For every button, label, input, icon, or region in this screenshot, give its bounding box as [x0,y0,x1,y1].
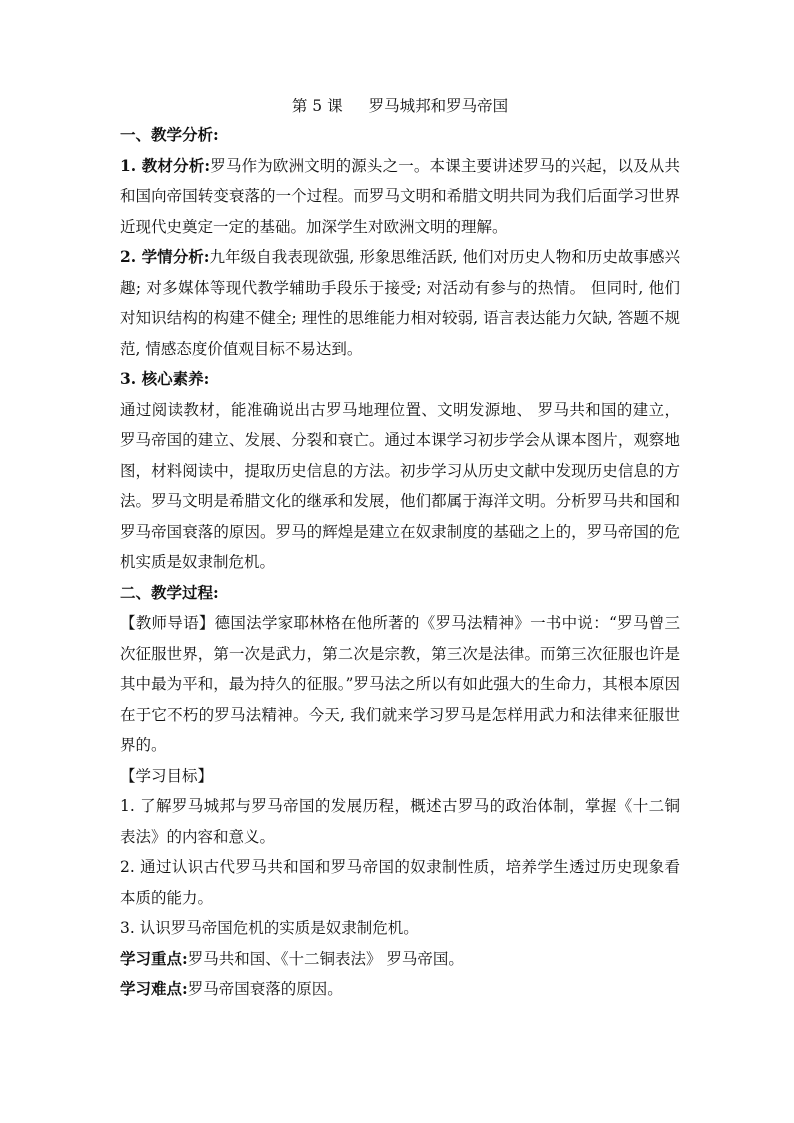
lesson-number: 第 5 课 [291,97,343,115]
text-core-literacy: 通过阅读教材，能准确说出古罗马地理位置、文明发源地、 罗马共和国的建立，罗马帝国的建立、发展、分裂和衰亡。通过本课学习初步学会从课本图片，观察地图，材料阅读中，提取历史信息的方法。初步学习从历史文献中发现历史信息的方法。罗马文明是希腊文化的继承和发展，他们都属于海洋文明。分析罗马共和国和罗马帝国衰落的原因。罗马的辉煌是建立在奴隶制度的基础之上的，罗马帝国的危机实质是奴隶制危机。 [120,400,680,571]
learning-goal-item: 3. 认识罗马帝国危机的实质是奴隶制危机。 [120,919,419,937]
text-textbook-analysis: 罗马作为欧洲文明的源头之一。本课主要讲述罗马的兴起，以及从共和国向帝国转变衰落的一个过程。而罗马文明和希腊文明共同为我们后面学习世界近现代史奠定一定的基础。加深学生对欧洲文明的理解。 [120,156,680,236]
section-heading-teaching-analysis: 一、教学分析: [120,125,219,144]
text-key-point: 罗马共和国、《十二铜表法》 罗马帝国。 [187,949,464,968]
learning-goal-item: 1. 了解罗马城邦与罗马帝国的发展历程，概述古罗马的政治体制，掌握《十二铜表法》的内容和意义。 [120,797,680,846]
paragraph-difficulty [120,974,680,1005]
paragraph-student-analysis [120,242,680,364]
learning-goal-item: 2. 通过认识古代罗马共和国和罗马帝国的奴隶制性质，培养学生透过历史现象看本质的能力。 [120,858,680,907]
label-key-point: 学习重点: [120,948,188,968]
label-difficulty: 学习难点: [120,979,188,998]
label-student-analysis: 2. 学情分析: [120,247,210,266]
paragraph-key-point [120,944,680,975]
lesson-title [120,92,680,120]
learning-goals-heading: 【学习目标】 [120,766,214,785]
paragraph-textbook-analysis [120,151,680,243]
lesson-name: 罗马城邦和罗马帝国 [368,97,509,115]
text-difficulty: 罗马帝国衰落的原因。 [187,980,343,998]
label-textbook-analysis: 1. 教材分析: [120,155,211,175]
paragraph-teacher-intro: 【教师导语】德国法学家耶林格在他所著的《罗马法精神》一书中说：“罗马曾三次征服世界，第一次是武力，第二次是宗教，第三次是法律。而第三次征服也许是其中最为平和，最为持久的征服。”罗马法之所以有如此强大的生命力，其根本原因在于它不朽的罗马法精神。今天, 我们就来学习罗马是怎样用武力和法律来征服世界的。 [120,614,680,754]
section-heading-teaching-process: 二、教学过程: [120,582,219,602]
text-student-analysis: 九年级自我表现欲强, 形象思维活跃, 他们对历史人物和历史故事感兴趣; 对多媒体等现代教学辅助手段乐于接受; 对活动有参与的热情。 但同时, 他们对知识结构的构建不健全; 理性的思维能力相对较弱, 语言表达能力欠缺, 答题不规范, 情感态度价值观目标不易达到。 [120,248,680,358]
document-page [120,92,680,1005]
label-core-literacy: 3. 核心素养: [120,369,210,388]
